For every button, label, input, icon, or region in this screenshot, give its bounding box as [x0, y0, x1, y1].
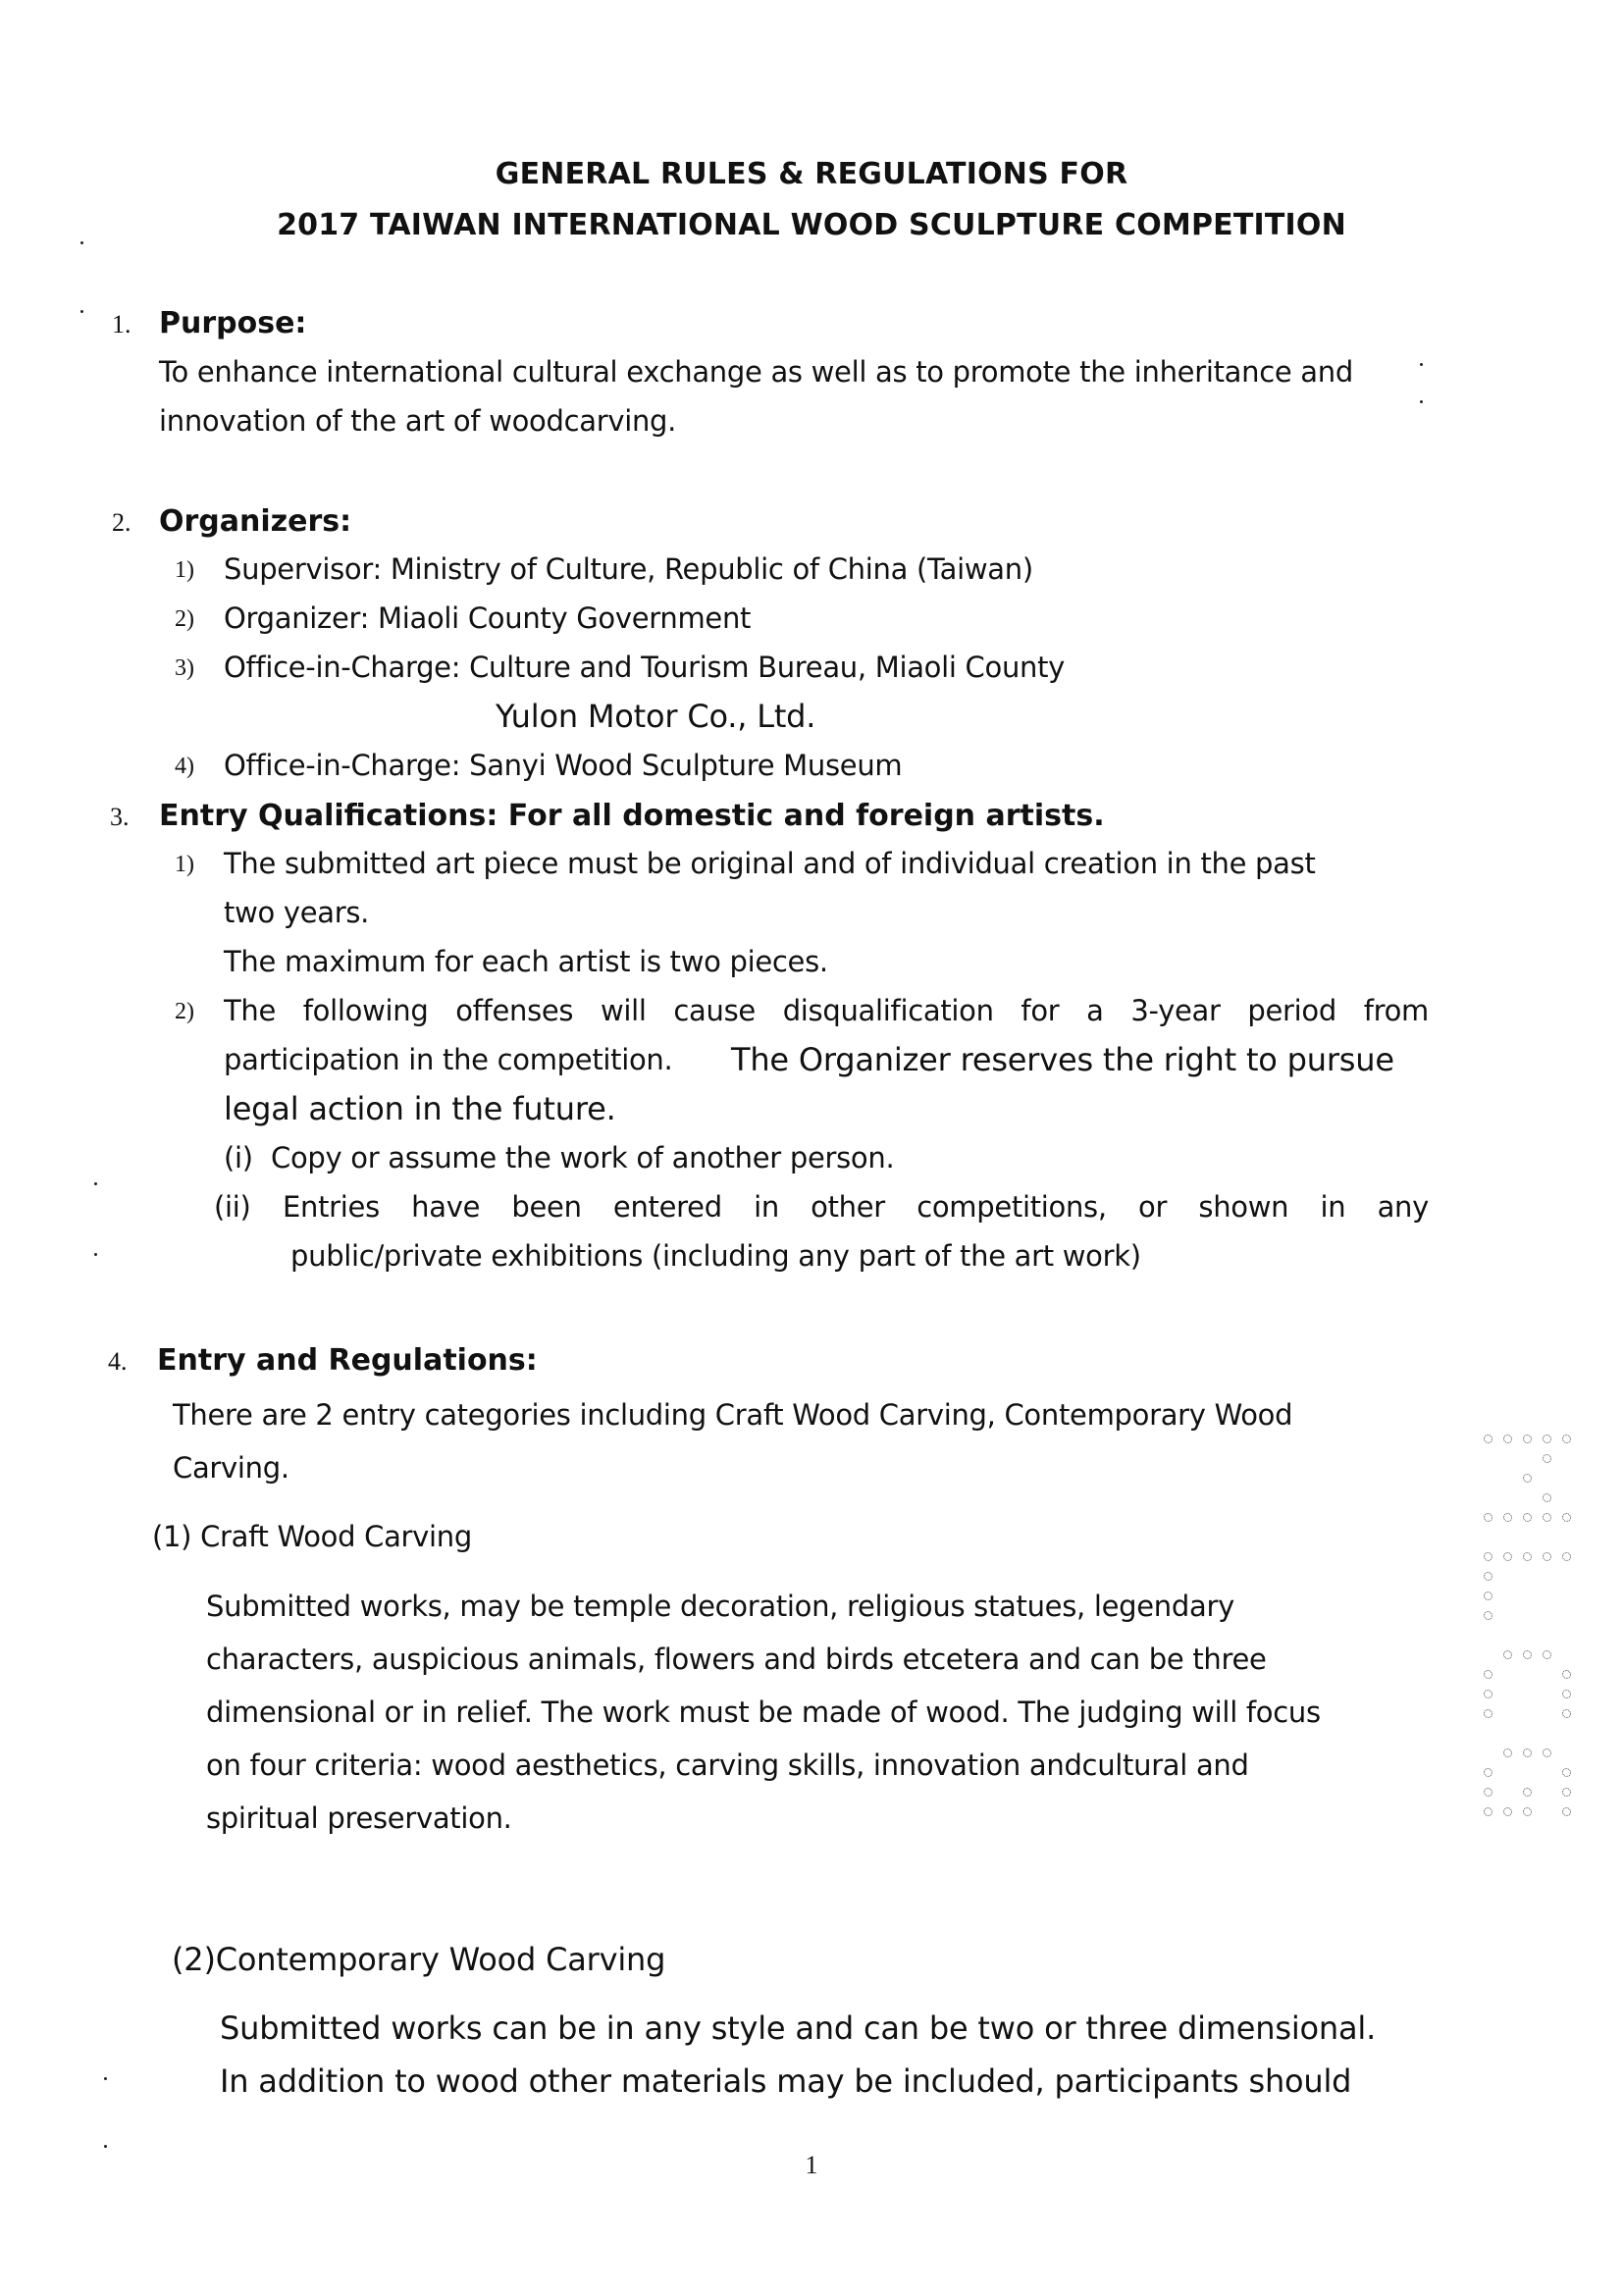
stamp-dot: [1503, 1650, 1512, 1659]
stamp-dot: [1484, 1513, 1492, 1522]
organizer-item-4-text: Office-in-Charge: Sanyi Wood Sculpture Museum: [224, 749, 903, 782]
stamp-dot: [1484, 1709, 1492, 1718]
organizer-item-2-number: 2): [175, 606, 194, 632]
scan-speck: [1420, 363, 1423, 366]
stamp-dot: [1523, 1748, 1532, 1757]
stamp-dot: [1484, 1552, 1492, 1561]
stamp-dot: [1503, 1807, 1512, 1816]
stamp-dot: [1562, 1513, 1571, 1522]
stamp-dot: [1543, 1748, 1551, 1757]
stamp-dot: [1562, 1435, 1571, 1443]
stamp-dot: [1484, 1788, 1492, 1797]
qualification-item-1-line-3: The maximum for each artist is two pieces.: [224, 945, 828, 978]
category-2-label: (2)Contemporary Wood Carving: [172, 1941, 666, 1978]
section-3-number: 3.: [110, 803, 130, 831]
qualification-item-2-line-3: legal action in the future.: [224, 1090, 616, 1127]
section-3-heading: Entry Qualifications: For all domestic and foreign artists.: [159, 799, 1105, 833]
stamp-dot: [1484, 1435, 1492, 1443]
stamp-dot: [1484, 1592, 1492, 1600]
section-4-number: 4.: [108, 1347, 128, 1376]
scan-speck: [94, 1182, 97, 1185]
qualification-item-2-line-2a: participation in the competition.: [224, 1043, 673, 1076]
offense-ii-number: (ii): [214, 1190, 251, 1224]
stamp-dot: [1543, 1552, 1551, 1561]
stamp-dot: [1562, 1552, 1571, 1561]
category-1-line-5: spiritual preservation.: [206, 1801, 512, 1835]
section-2-heading: Organizers:: [159, 504, 352, 539]
section-1-number: 1.: [112, 310, 131, 339]
scan-speck: [80, 310, 83, 313]
organizer-item-1-number: 1): [175, 557, 194, 583]
stamp-dot: [1562, 1768, 1571, 1777]
section-2-number: 2.: [112, 508, 131, 537]
scan-speck: [80, 241, 83, 244]
stamp-dot: [1523, 1807, 1532, 1816]
stamp-dot: [1543, 1513, 1551, 1522]
stamp-dot: [1523, 1788, 1532, 1797]
purpose-text-line-1: To enhance international cultural exchange as well as to promote the inheritance and: [159, 355, 1353, 389]
scan-speck: [104, 2077, 107, 2080]
stamp-dot: [1523, 1474, 1532, 1483]
scan-speck: [1420, 400, 1423, 403]
stamp-dot: [1523, 1650, 1532, 1659]
stamp-dot: [1484, 1670, 1492, 1679]
section-1-heading: Purpose:: [159, 306, 307, 340]
qualification-item-1-number: 1): [175, 852, 194, 877]
stamp-dot: [1484, 1768, 1492, 1777]
stamp-dot: [1523, 1513, 1532, 1522]
stamp-dot: [1543, 1493, 1551, 1502]
category-1-label: (1) Craft Wood Carving: [152, 1520, 472, 1553]
qualification-item-2-line-2b: The Organizer reserves the right to pursue: [731, 1041, 1394, 1078]
stamp-dot: [1543, 1454, 1551, 1463]
qualification-item-1-line-1: The submitted art piece must be original and of individual creation in the past: [224, 847, 1316, 880]
qualification-item-2-number: 2): [175, 999, 194, 1024]
organizer-item-2-text: Organizer: Miaoli County Government: [224, 601, 752, 635]
organizer-item-3-number: 3): [175, 655, 194, 681]
category-2-line-1: Submitted works can be in any style and can be two or three dimensional.: [220, 2009, 1377, 2047]
category-1-line-2: characters, auspicious animals, flowers and birds etcetera and can be three: [206, 1643, 1267, 1676]
stamp-dot: [1562, 1788, 1571, 1797]
qualification-item-2-line-1: The following offenses will cause disqualification for a 3-year period from: [224, 994, 1429, 1027]
stamp-dot: [1562, 1709, 1571, 1718]
stamp-dot: [1562, 1670, 1571, 1679]
stamp-dot: [1562, 1807, 1571, 1816]
stamp-dot: [1484, 1807, 1492, 1816]
offense-i-text: Copy or assume the work of another person.: [271, 1141, 895, 1174]
stamp-dot: [1503, 1435, 1512, 1443]
offense-ii-line-2: public/private exhibitions (including any part of the art work): [290, 1239, 1141, 1273]
stamp-dot: [1543, 1650, 1551, 1659]
category-1-line-4: on four criteria: wood aesthetics, carving skills, innovation andcultural and: [206, 1748, 1249, 1782]
entry-text-line-2: Carving.: [173, 1451, 289, 1485]
offense-ii-line-1: Entries have been entered in other competitions, or shown in any: [283, 1190, 1429, 1224]
category-1-line-3: dimensional or in relief. The work must be made of wood. The judging will focus: [206, 1696, 1321, 1729]
scan-speck: [104, 2145, 107, 2148]
stamp-dot: [1503, 1748, 1512, 1757]
stamp-dot: [1562, 1690, 1571, 1698]
page-number: 1: [805, 2151, 818, 2179]
category-2-line-2-text: In addition to wood other materials may be included, participants should: [220, 2062, 1352, 2100]
offense-i-number: (i): [224, 1141, 253, 1174]
entry-text-line-1: There are 2 entry categories including Craft Wood Carving, Contemporary Wood: [173, 1398, 1293, 1432]
organizer-item-1-text: Supervisor: Ministry of Culture, Republic of China (Taiwan): [224, 552, 1033, 586]
stamp-dot: [1523, 1552, 1532, 1561]
stamp-dot: [1543, 1435, 1551, 1443]
organizer-item-3-continuation: Yulon Motor Co., Ltd.: [496, 698, 816, 735]
document-title-line-1: GENERAL RULES & REGULATIONS FOR: [495, 157, 1128, 191]
stamp-dot: [1523, 1435, 1532, 1443]
section-4-heading: Entry and Regulations:: [157, 1343, 538, 1378]
stamp-dot: [1503, 1552, 1512, 1561]
purpose-text-line-2: innovation of the art of woodcarving.: [159, 404, 677, 438]
stamp-dot: [1484, 1690, 1492, 1698]
stamp-dot: [1484, 1572, 1492, 1581]
category-1-line-1: Submitted works, may be temple decoration, religious statues, legendary: [206, 1590, 1234, 1623]
qualification-item-1-line-2: two years.: [224, 896, 370, 929]
stamp-dot: [1484, 1611, 1492, 1620]
organizer-item-4-number: 4): [175, 754, 194, 779]
document-title-line-2: 2017 TAIWAN INTERNATIONAL WOOD SCULPTURE COMPETITION: [277, 208, 1346, 242]
organizer-item-3-text: Office-in-Charge: Culture and Tourism Bureau, Miaoli County: [224, 651, 1066, 684]
dotted-stamp-mark: [1484, 1435, 1601, 1827]
scan-speck: [94, 1253, 97, 1256]
stamp-dot: [1503, 1513, 1512, 1522]
